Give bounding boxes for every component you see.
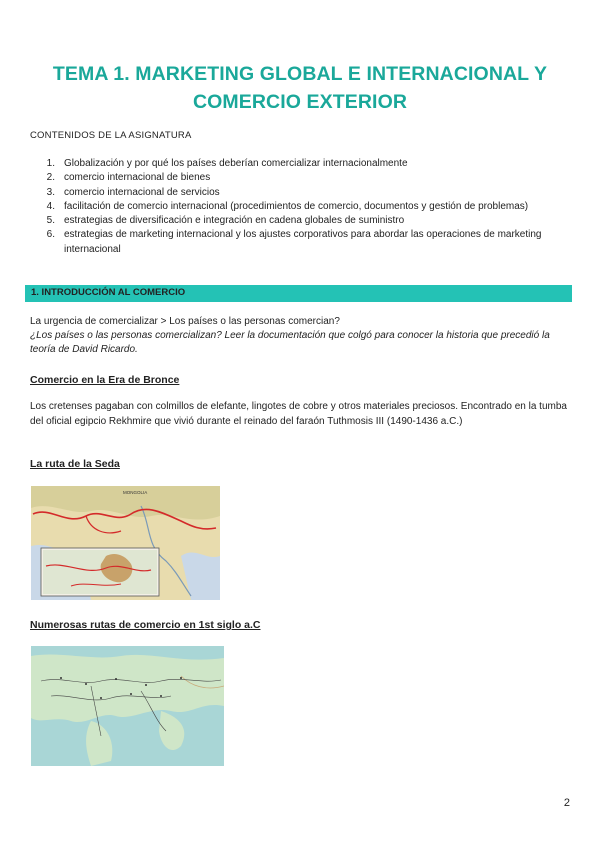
- list-number: 6.: [46, 229, 55, 241]
- list-text: comercio internacional de servicios: [64, 186, 220, 198]
- page-number: 2: [563, 797, 570, 809]
- intro-italic: ¿Los países o las personas comercializan? Leer la documentación que colgó para conocer la historia que precedió la teoría de David Ricardo.: [30, 330, 550, 355]
- list-item: [30, 157, 560, 171]
- list-item: [30, 200, 560, 214]
- routes-heading: Numerosas rutas de comercio en 1st siglo a.C: [30, 619, 261, 631]
- silk-heading: La ruta de la Seda: [30, 458, 120, 470]
- bronze-text: Los cretenses pagaban con colmillos de elefante, lingotes de cobre y otros materiales preciosos. Encontrado en la tumba del oficial egipcio Rekhmire que vivió durante el reinado del faraón Tuthmosis III (1490-1436 a.C.): [30, 401, 567, 427]
- list-number: 4.: [46, 200, 55, 212]
- list-text: estrategias de marketing internacional y los ajustes corporativos para abordar las operaciones de marketing internacional: [64, 229, 542, 255]
- list-text: facilitación de comercio internacional (procedimientos de comercio, documentos y gestión de problemas): [64, 200, 529, 212]
- contents-heading: CONTENIDOS DE LA ASIGNATURA: [30, 130, 192, 141]
- bronze-heading: Comercio en la Era de Bronce: [30, 374, 180, 386]
- list-item: [30, 214, 560, 228]
- map-label: MONGOLIA: [123, 490, 148, 495]
- list-item: [30, 228, 560, 257]
- section-title: 1. INTRODUCCIÓN AL COMERCIO: [31, 287, 186, 298]
- list-item: [30, 171, 560, 185]
- list-number: 5.: [46, 215, 55, 227]
- list-number: 3.: [46, 186, 55, 198]
- list-item: [30, 186, 560, 200]
- list-number: 1.: [46, 158, 55, 169]
- list-text: estrategias de diversificación e integración en cadena globales de suministro: [64, 215, 405, 227]
- silk-road-map-image: [31, 486, 220, 600]
- contents-list: [30, 157, 560, 257]
- page-title: TEMA 1. MARKETING GLOBAL E INTERNACIONAL Y COMERCIO EXTERIOR: [52, 63, 548, 113]
- list-text: comercio internacional de bienes: [64, 172, 211, 184]
- section-bar: [25, 285, 572, 302]
- list-number: 2.: [46, 172, 55, 184]
- intro-line: La urgencia de comercializar > Los países o las personas comercian?: [30, 316, 340, 327]
- list-text: Globalización y por qué los países deberían comercializar internacionalmente: [64, 158, 408, 169]
- trade-routes-map-image: [31, 646, 224, 766]
